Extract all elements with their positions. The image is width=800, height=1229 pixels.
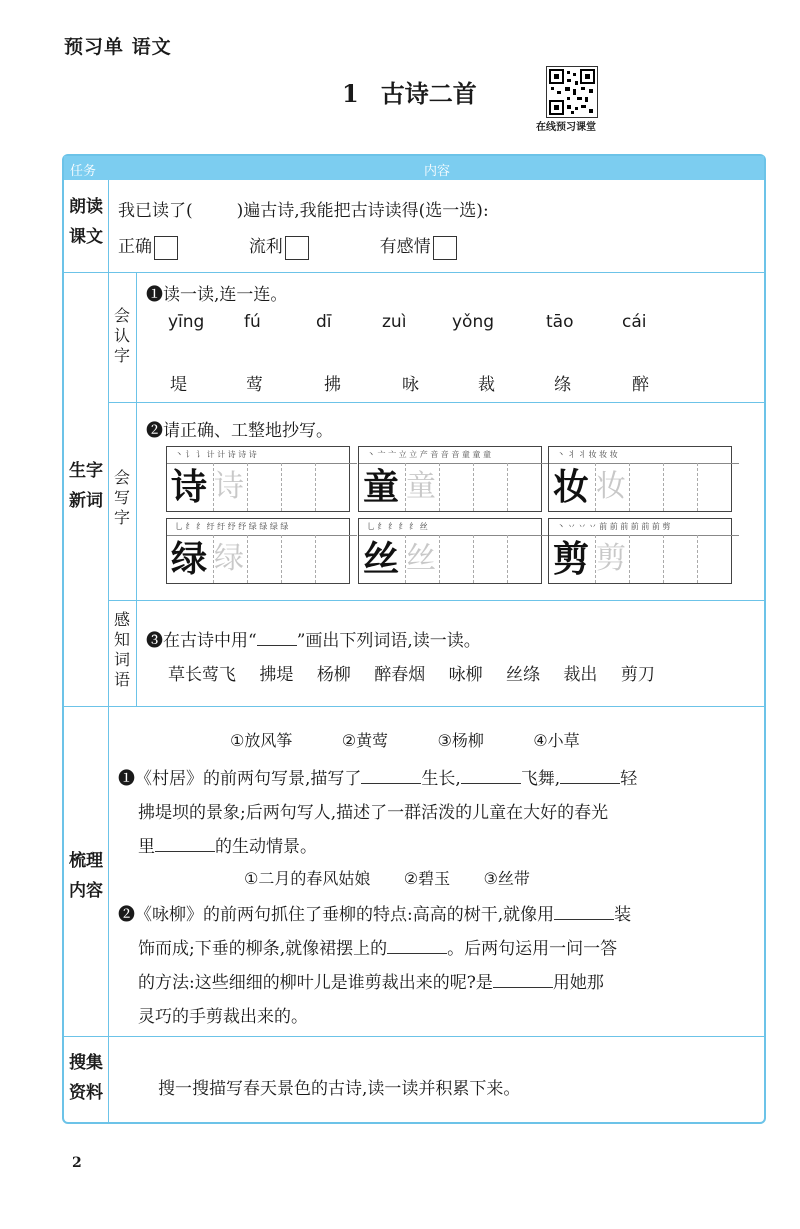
word-item[interactable]: 醉春烟 [374, 665, 426, 685]
trace-char: 诗 [214, 469, 244, 504]
word-item[interactable]: 咏柳 [448, 665, 483, 685]
pinyin-item[interactable]: dī [316, 312, 332, 332]
stroke-order: 丶 讠 讠 计 计 诗 诗 诗 [167, 447, 357, 464]
task-organize: 梳理 内容 [69, 851, 103, 901]
trace-char: 妆 [596, 469, 626, 504]
char-item[interactable]: 堤 [170, 375, 187, 395]
model-char: 丝 [363, 538, 400, 580]
header-task: 任务 [70, 164, 97, 179]
checkbox-expressive[interactable] [433, 236, 457, 260]
options-set-1: ①放风筝 ②黄莺 ③杨柳 ④小草 [230, 731, 580, 750]
read-quality-options: 正确 流利 有感情 [118, 232, 457, 260]
task-new-words: 生字 新词 [69, 461, 103, 511]
writing-box[interactable] [166, 446, 350, 512]
subrow-divider [108, 402, 764, 403]
model-char: 妆 [553, 466, 590, 508]
stroke-order: 乚 纟 纟 纡 纡 纾 纾 绿 绿 绿 绿 [167, 519, 357, 536]
qr-code-icon[interactable] [546, 66, 598, 118]
row-divider [64, 706, 764, 707]
page-number: 2 [72, 1155, 82, 1171]
subcol-divider [136, 272, 137, 706]
pinyin-item[interactable]: yǒng [452, 312, 495, 332]
answer-blank[interactable] [493, 969, 553, 988]
char-item[interactable]: 拂 [324, 375, 341, 395]
answer-blank[interactable] [461, 765, 521, 784]
sub-write: 会 写 字 [113, 468, 130, 527]
task-collect: 搜集 资料 [69, 1053, 103, 1103]
answer-blank[interactable] [560, 765, 620, 784]
para-1-line-2: 拂堤坝的景象;后两句写人,描述了一群活泼的儿童在大好的春光 [138, 803, 609, 823]
stroke-order: 丶 丬 丬 妆 妆 妆 [549, 447, 739, 464]
pinyin-item[interactable]: fú [244, 312, 261, 332]
answer-blank[interactable] [361, 765, 421, 784]
preview-table [62, 154, 766, 1124]
collect-instruction: 搜一搜描写春天景色的古诗,读一读并积累下来。 [158, 1079, 521, 1099]
word-item[interactable]: 拂堤 [259, 665, 294, 685]
book-header: 预习单 语文 [64, 36, 172, 58]
trace-char: 丝 [406, 541, 436, 576]
task-read-aloud: 朗读 课文 [69, 197, 103, 247]
header-content: 内容 [424, 164, 451, 179]
char-item[interactable]: 裁 [478, 375, 495, 395]
word-item[interactable]: 草长莺飞 [168, 665, 236, 685]
char-item[interactable]: 绦 [554, 375, 571, 395]
row-divider [64, 1036, 764, 1037]
answer-blank[interactable] [554, 901, 614, 920]
word-item[interactable]: 杨柳 [316, 665, 351, 685]
row-divider [64, 272, 764, 273]
checkbox-correct[interactable] [154, 236, 178, 260]
para-2-line-2: 饰而成;下垂的柳条,就像裙摆上的 。后两句运用一问一答 [138, 934, 617, 959]
writing-box[interactable] [548, 446, 732, 512]
options-set-2: ①二月的春风姑娘 ②碧玉 ③丝带 [244, 869, 530, 888]
model-char: 童 [363, 466, 400, 508]
answer-blank[interactable] [387, 935, 447, 954]
col-divider [108, 180, 109, 1122]
para-2-line-3: 的方法:这些细细的柳叶儿是谁剪裁出来的呢?是 用她那 [138, 968, 604, 993]
trace-char: 绿 [214, 541, 244, 576]
pinyin-item[interactable]: zuì [382, 312, 407, 332]
pinyin-item[interactable]: tāo [546, 312, 574, 332]
writing-box[interactable] [358, 518, 542, 584]
para-2-line-4: 灵巧的手剪裁出来的。 [138, 1007, 308, 1027]
stroke-order: 丶 丷 丷 丷 前 前 前 前 前 前 剪 [549, 519, 739, 536]
read-count-line: 我已读了( )遍古诗,我能把古诗读得(选一选): [118, 201, 489, 221]
question-3: ❸在古诗中用“ ”画出下列词语,读一读。 [146, 626, 481, 651]
lesson-number: 1 [342, 79, 359, 108]
para-2-line-1: ❷《咏柳》的前两句抓住了垂柳的特点:高高的树干,就像用 装 [118, 900, 631, 925]
answer-blank[interactable] [155, 833, 215, 852]
trace-char: 剪 [596, 541, 626, 576]
subrow-divider [108, 600, 764, 601]
model-char: 绿 [171, 538, 208, 580]
word-item[interactable]: 裁出 [563, 665, 598, 685]
model-char: 剪 [553, 538, 590, 580]
writing-box[interactable] [358, 446, 542, 512]
lesson-title-text: 古诗二首 [380, 79, 477, 108]
lesson-title [342, 74, 477, 109]
checkbox-fluent[interactable] [285, 236, 309, 260]
pinyin-item[interactable]: yīng [168, 312, 205, 332]
trace-char: 童 [406, 469, 436, 504]
question-2: ❷请正确、工整地抄写。 [146, 421, 333, 441]
writing-box[interactable] [166, 518, 350, 584]
stroke-order: 丶 亠 亠 立 立 产 音 音 音 童 童 童 [359, 447, 549, 464]
para-1-line-3: 里 的生动情景。 [138, 832, 317, 857]
qr-label: 在线预习课堂 [536, 122, 596, 133]
pinyin-item[interactable]: cái [622, 312, 647, 332]
para-1-line-1: ❶《村居》的前两句写景,描写了 生长, 飞舞, 轻 [118, 764, 637, 789]
sub-perceive: 感 知 词 语 [113, 610, 130, 689]
char-item[interactable]: 醉 [632, 375, 649, 395]
stroke-order: 乚 纟 纟 纟 纟 丝 [359, 519, 549, 536]
char-item[interactable]: 莺 [246, 375, 263, 395]
table-header [64, 156, 764, 180]
model-char: 诗 [171, 466, 208, 508]
sub-recognize: 会 认 字 [113, 306, 130, 365]
word-item[interactable]: 剪刀 [620, 665, 655, 685]
writing-box[interactable] [548, 518, 732, 584]
word-list [168, 660, 655, 685]
question-1: ❶读一读,连一连。 [146, 285, 288, 305]
char-item[interactable]: 咏 [402, 375, 419, 395]
word-item[interactable]: 丝绦 [506, 665, 541, 685]
